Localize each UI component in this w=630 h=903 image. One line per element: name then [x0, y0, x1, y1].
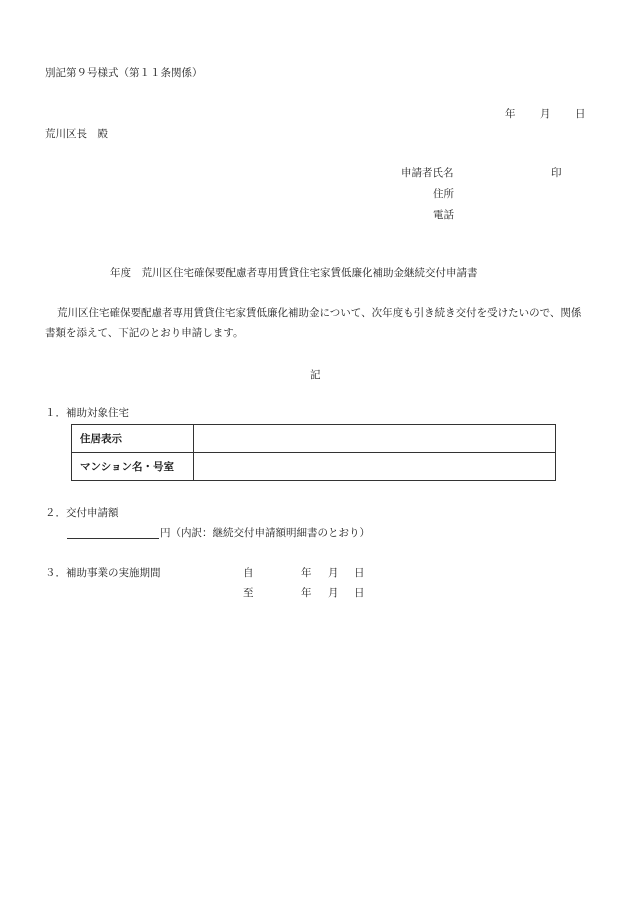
- date-day: 日: [575, 108, 586, 120]
- applicant-name-label: 申請者氏名: [401, 167, 454, 179]
- section2-heading: ２．交付申請額: [45, 507, 119, 519]
- period-from-year: 年: [301, 567, 312, 579]
- period-from-day: 日: [354, 567, 365, 579]
- table-row: [72, 453, 556, 481]
- period-to-label: 至: [243, 587, 254, 599]
- date-month: 月: [540, 108, 551, 120]
- section3-heading: ３．補助事業の実施期間: [45, 567, 161, 579]
- applicant-phone-label: 電話: [433, 209, 454, 221]
- row-label-address: 住居表示: [72, 425, 194, 453]
- period-from-month: 月: [328, 567, 339, 579]
- row-value-mansion[interactable]: [194, 453, 556, 481]
- body-paragraph: [45, 303, 590, 343]
- amount-blank-line[interactable]: [67, 538, 159, 539]
- row-label-mansion: マンション名・号室: [72, 453, 194, 481]
- body-text: 荒川区住宅確保要配慮者専用賃貸住宅家賃低廉化補助金について、次年度も引き続き交付を受けたいので、関係書類を添えて、下記のとおり申請します。: [45, 307, 582, 339]
- document-title: 年度 荒川区住宅確保要配慮者専用賃貸住宅家賃低廉化補助金継続交付申請書: [110, 267, 478, 279]
- period-to-day: 日: [354, 587, 365, 599]
- table-row: [72, 425, 556, 453]
- period-to-year: 年: [301, 587, 312, 599]
- form-number: 別記第９号様式（第１１条関係）: [45, 67, 203, 79]
- section1-heading: １．補助対象住宅: [45, 407, 129, 419]
- applicant-address-label: 住所: [433, 188, 454, 200]
- addressee: 荒川区長 殿: [45, 128, 108, 140]
- ki-mark: 記: [310, 369, 321, 381]
- target-housing-table: [71, 424, 556, 481]
- date-year: 年: [505, 108, 516, 120]
- seal-mark: 印: [551, 167, 562, 179]
- amount-note: 円（内訳：継続交付申請額明細書のとおり）: [160, 527, 370, 539]
- period-from-label: 自: [243, 567, 254, 579]
- row-value-address[interactable]: [194, 425, 556, 453]
- period-to-month: 月: [328, 587, 339, 599]
